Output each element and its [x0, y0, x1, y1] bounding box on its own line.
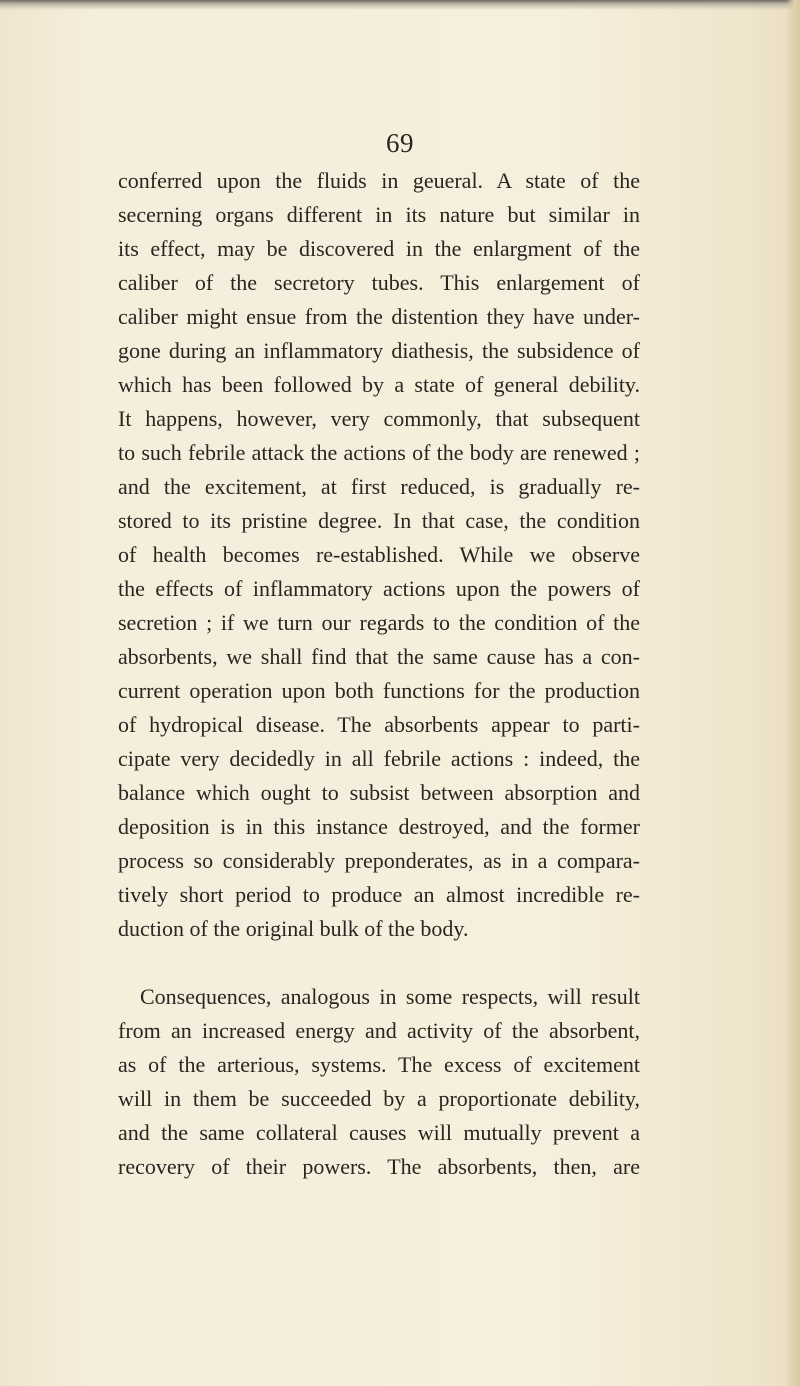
page-right-edge — [786, 0, 800, 1386]
text-line: the effects of inflammatory actions upon the powers of — [118, 576, 640, 601]
text-line: its effect, may be discovered in the enlargment of the — [118, 236, 640, 261]
text-line: of health becomes re-established. While we observe — [118, 542, 640, 567]
text-line: and the excitement, at first reduced, is gradually re- — [118, 474, 640, 499]
paragraph-gap — [118, 946, 640, 980]
text-line: gone during an inflammatory diathesis, the subsidence of — [118, 338, 640, 363]
text-line: process so considerably preponderates, as in a compara- — [118, 848, 640, 873]
text-line: recovery of their powers. The absorbents, then, are — [118, 1154, 640, 1179]
text-line: balance which ought to subsist between absorption and — [118, 780, 640, 805]
body-text — [118, 164, 640, 1184]
text-line: tively short period to produce an almost incredible re- — [118, 882, 640, 907]
text-line: stored to its pristine degree. In that case, the condition — [118, 508, 640, 533]
text-line: cipate very decidedly in all febrile actions : indeed, the — [118, 746, 640, 771]
text-line: conferred upon the fluids in geueral. A state of the — [118, 168, 640, 193]
page-top-shadow — [0, 0, 800, 10]
text-line: duction of the original bulk of the body. — [118, 916, 469, 941]
text-line: which has been followed by a state of general debility. — [118, 372, 640, 397]
text-line: as of the arterious, systems. The excess of excitement — [118, 1052, 640, 1077]
text-line: secerning organs different in its nature but similar in — [118, 202, 640, 227]
text-line: secretion ; if we turn our regards to the condition of the — [118, 610, 640, 635]
text-line: Consequences, analogous in some respects, will result — [140, 984, 640, 1009]
text-line: current operation upon both functions for the production — [118, 678, 640, 703]
text-line: deposition is in this instance destroyed, and the former — [118, 814, 640, 839]
page-number: 69 — [386, 128, 414, 158]
text-line: It happens, however, very commonly, that subsequent — [118, 406, 640, 431]
text-line: caliber of the secretory tubes. This enlargement of — [118, 270, 640, 295]
text-line: will in them be succeeded by a proportionate debility, — [118, 1086, 640, 1111]
text-line: of hydropical disease. The absorbents appear to parti- — [118, 712, 640, 737]
paragraph-2 — [118, 980, 640, 1184]
text-line: to such febrile attack the actions of the body are renewed ; — [118, 440, 640, 465]
text-line: absorbents, we shall find that the same cause has a con- — [118, 644, 640, 669]
paragraph-1 — [118, 164, 640, 946]
text-line: and the same collateral causes will mutually prevent a — [118, 1120, 640, 1145]
text-line: from an increased energy and activity of the absorbent, — [118, 1018, 640, 1043]
text-line: caliber might ensue from the distention they have under- — [118, 304, 640, 329]
